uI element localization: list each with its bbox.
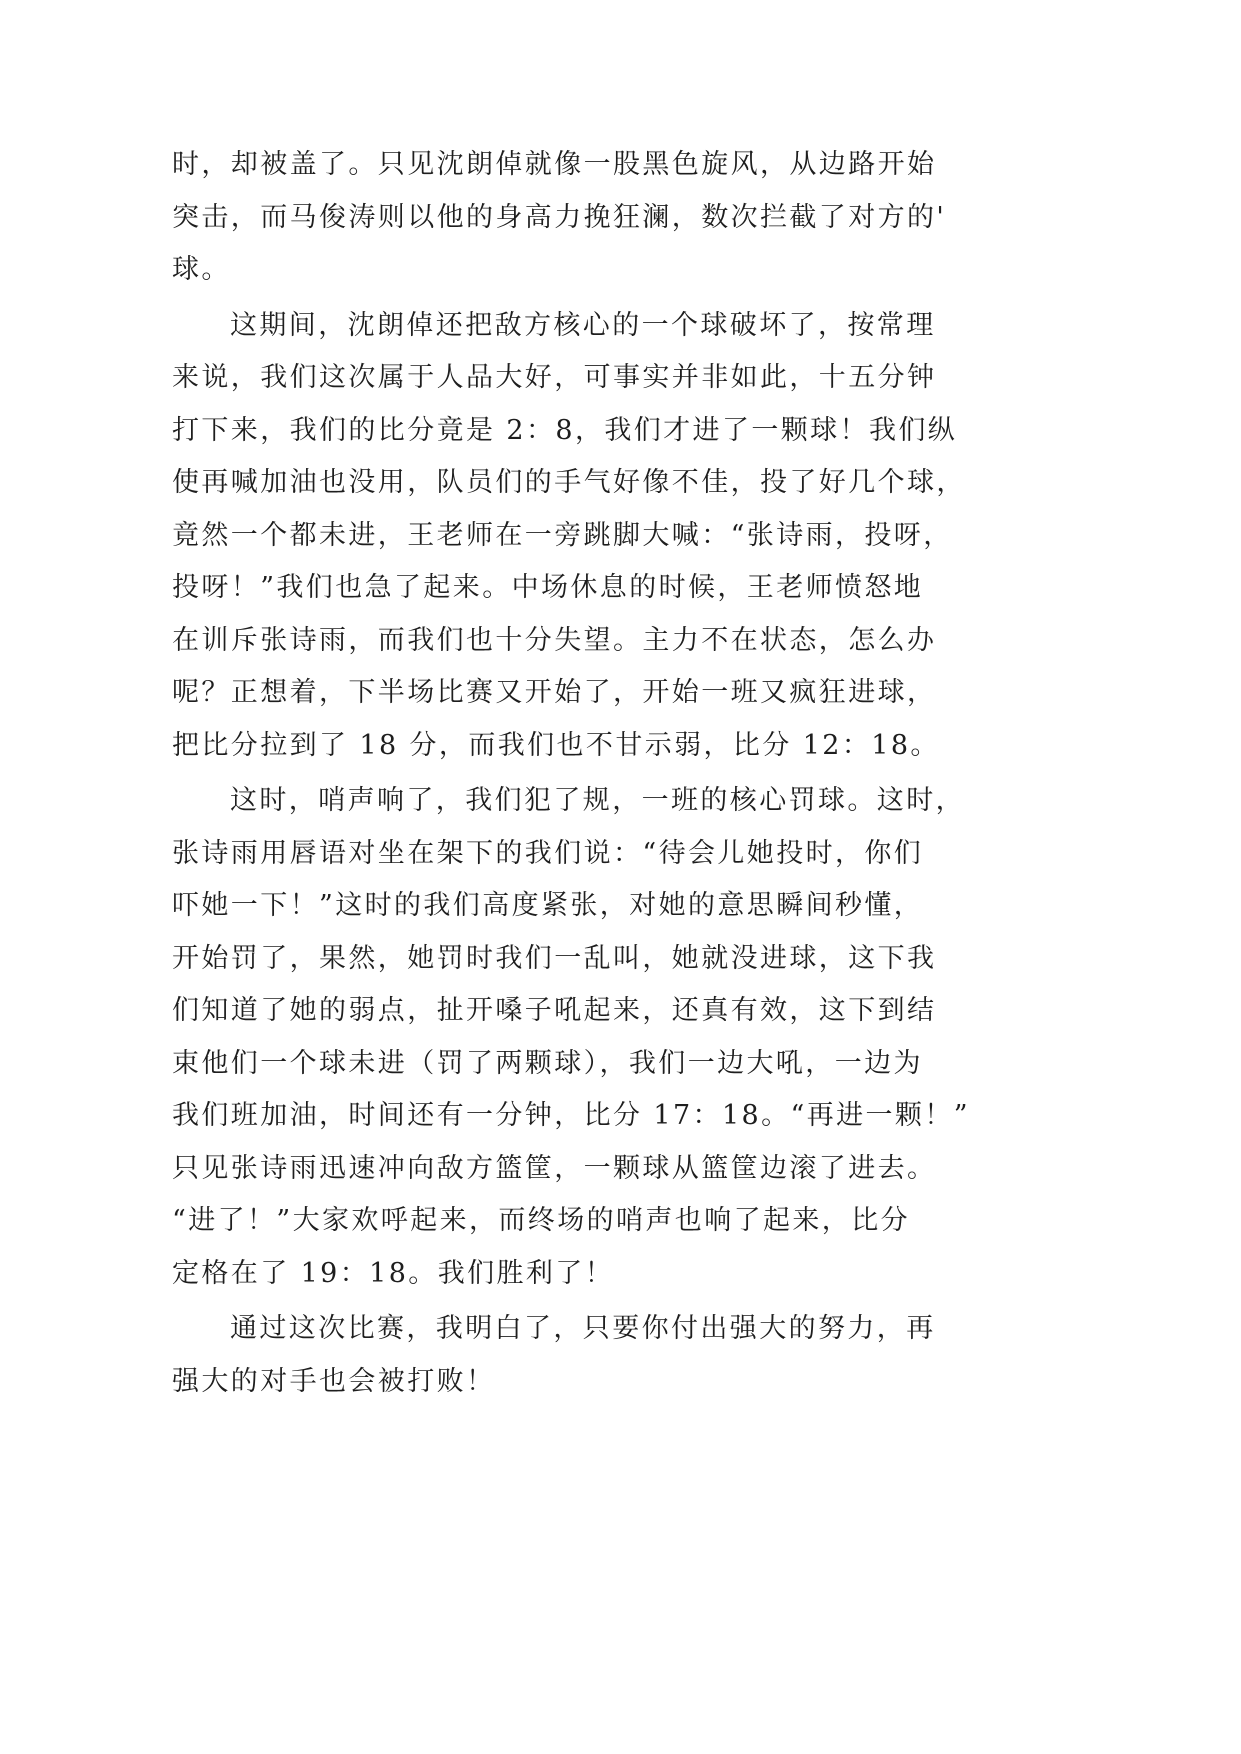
text-line: 打下来，我们的比分竟是 2：8，我们才进了一颗球！我们纵 bbox=[172, 414, 958, 446]
text-line: 来说，我们这次属于人品大好，可事实并非如此，十五分钟 bbox=[172, 362, 937, 393]
text-line: 使再喊加油也没用，队员们的手气好像不佳，投了好几个球， bbox=[172, 467, 966, 498]
text-line: 把比分拉到了 18 分，而我们也不甘示弱，比分 12：18。 bbox=[172, 729, 940, 761]
text-line: 我们班加油，时间还有一分钟，比分 17：18。“再进一颗！” bbox=[172, 1100, 970, 1131]
paragraph-2 bbox=[172, 300, 1172, 773]
text-line: 投呀！”我们也急了起来。中场休息的时候，王老师愤怒地 bbox=[172, 572, 924, 603]
text-line: 通过这次比赛，我明白了，只要你付出强大的努力，再 bbox=[230, 1313, 936, 1344]
text-line: 这期间，沈朗倬还把敌方核心的一个球破坏了，按常理 bbox=[230, 309, 936, 341]
text-line: 只见张诗雨迅速冲向敌方篮筐，一颗球从篮筐边滚了进去。 bbox=[172, 1152, 937, 1184]
text-line: 强大的对手也会被打败！ bbox=[172, 1365, 496, 1397]
text-line: 吓她一下！”这时的我们高度紧张，对她的意思瞬间秒懂， bbox=[172, 890, 924, 921]
text-line: 时，却被盖了。只见沈朗倬就像一股黑色旋风，从边路开始 bbox=[172, 149, 937, 180]
text-line: 定格在了 19：18。我们胜利了！ bbox=[172, 1257, 615, 1289]
paragraph-1 bbox=[172, 139, 1172, 297]
text-line: 竟然一个都未进，王老师在一旁跳脚大喊：“张诗雨，投呀， bbox=[172, 519, 953, 551]
text-line: 呢？正想着，下半场比赛又开始了，开始一班又疯狂进球， bbox=[172, 677, 937, 708]
text-line: 束他们一个球未进（罚了两颗球），我们一边大吼，一边为 bbox=[172, 1047, 923, 1079]
text-line: 这时，哨声响了，我们犯了规，一班的核心罚球。这时， bbox=[230, 785, 965, 816]
text-line: 们知道了她的弱点，扯开嗓子吼起来，还真有效，这下到结 bbox=[172, 995, 937, 1026]
document-body bbox=[172, 139, 1172, 1411]
text-line: 开始罚了，果然，她罚时我们一乱叫，她就没进球，这下我 bbox=[172, 942, 937, 974]
paragraph-3 bbox=[172, 775, 1172, 1300]
text-line: 在训斥张诗雨，而我们也十分失望。主力不在状态，怎么办 bbox=[172, 624, 937, 656]
text-line: 球。 bbox=[172, 254, 231, 285]
text-line: “进了！”大家欢呼起来，而终场的哨声也响了起来，比分 bbox=[172, 1205, 911, 1236]
text-line: 张诗雨用唇语对坐在架下的我们说：“待会儿她投时，你们 bbox=[172, 837, 924, 869]
text-line: 突击，而马俊涛则以他的身高力挽狂澜，数次拦截了对方的' bbox=[172, 201, 947, 233]
paragraph-4 bbox=[172, 1303, 1172, 1408]
